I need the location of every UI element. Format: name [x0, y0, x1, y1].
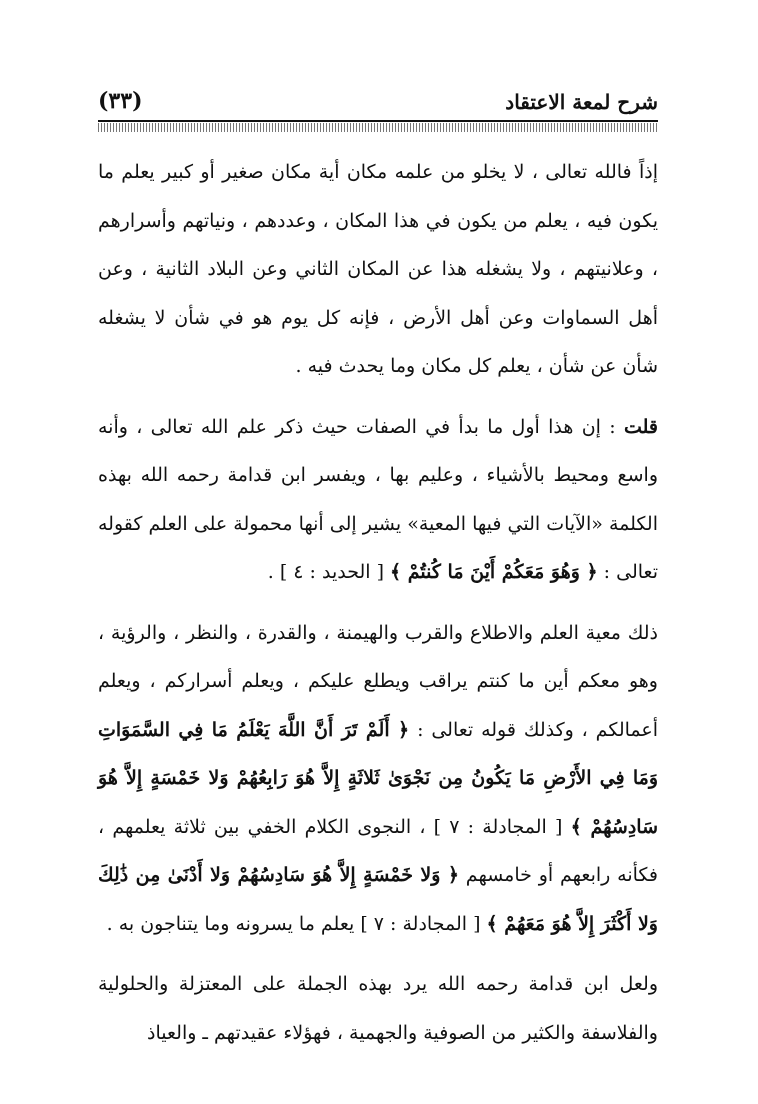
paragraph-2-quran-quote: ﴿ وَهُوَ مَعَكُمْ أَيْنَ مَا كُنتُمْ ﴾: [390, 561, 598, 583]
paragraph-3-citation-2: [ المجادلة : ٧ ] يعلم ما يسرونه وما يتناجون به .: [106, 912, 487, 935]
paragraph-3-text: ذلك معية العلم والاطلاع والقرب والهيمنة ، والقدرة ، والنظر ، والرؤية ، وهو معكم أين ما كنتم يراقب ويطلع عليكم ، ويعلم أسراركم ، ويعلم أعمالكم ، وكذلك قوله تعالى :: [98, 621, 658, 741]
body-text: [98, 148, 658, 1069]
paragraph-3-citation: [ المجادلة : ٧ ] ، النجوى الكلام الخفي بين ثلاثة يعلمهم ، فكأنه رابعهم أو خامسهم: [98, 815, 658, 886]
paragraph-3: [98, 609, 658, 949]
running-title: شرح لمعة الاعتقاد: [505, 90, 658, 114]
page-header: [98, 86, 658, 116]
paragraph-3-quran-quote-2: ﴿ وَلا خَمْسَةٍ إِلاَّ هُوَ سَادِسُهُمْ وَلا أَدْنَىٰ مِن ذَٰلِكَ وَلا أَكْثَرَ إِلاَّ هُوَ مَعَهُمْ ﴾: [98, 864, 658, 935]
page-number: (٣٣): [98, 88, 143, 114]
paragraph-3-quran-quote: ﴿ أَلَمْ تَرَ أَنَّ اللَّهَ يَعْلَمُ مَا فِي السَّمَوَاتِ وَمَا فِي الأَرْضِ مَا يَكُونُ مِن نَجْوَىٰ ثَلاثَةٍ إِلاَّ هُوَ رَابِعُهُمْ وَلا خَمْسَةٍ إِلاَّ هُوَ سَادِسُهُمْ ﴾: [98, 718, 658, 838]
paragraph-2-text: : إن هذا أول ما بدأ في الصفات حيث ذكر علم الله تعالى ، وأنه واسع ومحيط بالأشياء ، وعليم بها ، ويفسر ابن قدامة رحمه الله بهذه الكلمة «الآيات التي فيها المعية» يشير إلى أنها محمولة على العلم كقوله تعالى :: [98, 415, 658, 583]
paragraph-4: [98, 960, 658, 1057]
header-hatch-band: [98, 123, 658, 132]
paragraph-1-text: إذاً فالله تعالى ، لا يخلو من علمه مكان أية مكان صغير أو كبير يعلم ما يكون فيه ، يعلم من يكون في هذا المكان ، وعددهم ، ونياتهم وأسرارهم ، وعلانيتهم ، ولا يشغله هذا عن المكان الثاني وعن البلاد الثانية ، وعن أهل السماوات وعن أهل الأرض ، فإنه كل يوم هو في شأن لا يشغله شأن عن شأن ، يعلم كل مكان وما يحدث فيه .: [98, 161, 658, 377]
header-rule: [98, 120, 658, 122]
paragraph-1: [98, 148, 658, 391]
paragraph-2: [98, 403, 658, 597]
paragraph-2-lead: قلت: [623, 415, 658, 438]
paragraph-4-text: ولعل ابن قدامة رحمه الله يرد بهذه الجملة على المعتزلة والحلولية والفلاسفة والكثير من الصوفية والجهمية ، فهؤلاء عقيدتهم ـ والعياذ: [98, 973, 658, 1044]
paragraph-2-citation: [ الحديد : ٤ ] .: [267, 561, 391, 583]
